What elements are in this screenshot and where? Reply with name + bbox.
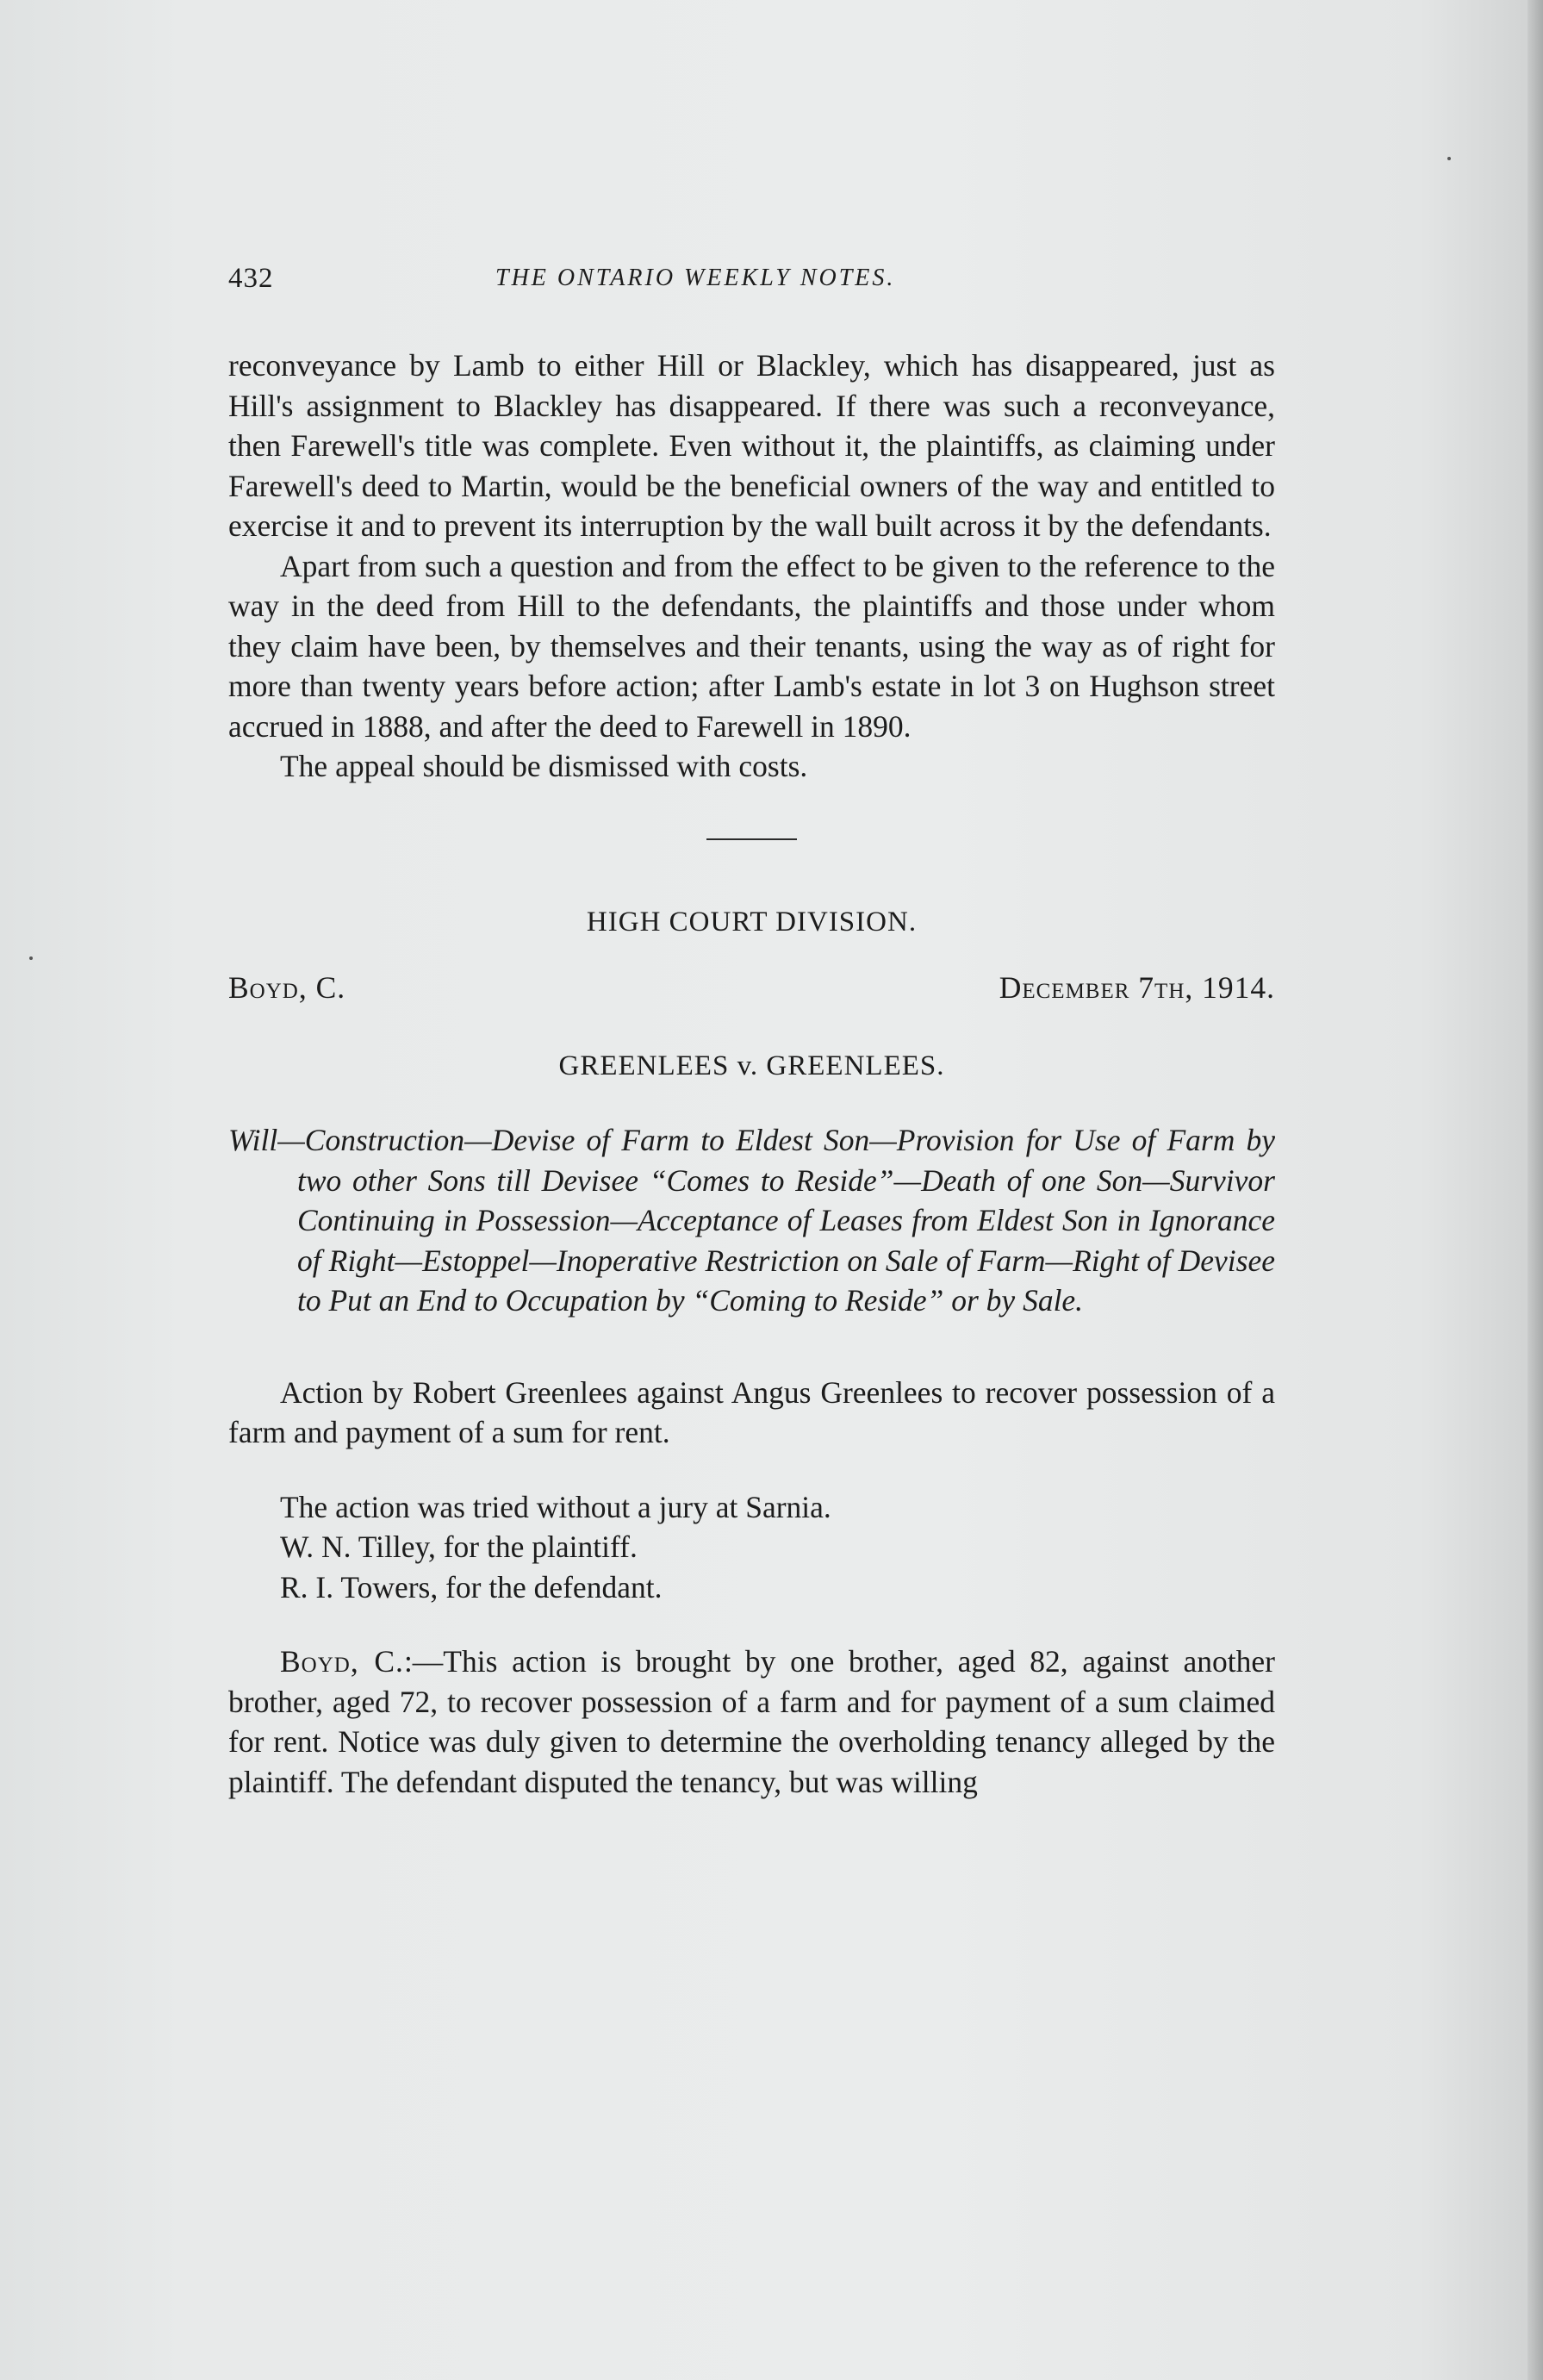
running-head	[228, 259, 1275, 298]
page-edge-shadow	[1527, 0, 1543, 2380]
action-summary: Action by Robert Greenlees against Angus Greenlees to recover possession of a farm and payment of a sum for rent.	[228, 1374, 1275, 1449]
judgment-paragraph	[228, 1642, 1275, 1802]
scan-speck	[1447, 157, 1451, 160]
page-number: 432	[228, 263, 274, 294]
journal-title: THE ONTARIO WEEKLY NOTES.	[495, 265, 896, 291]
division-heading: HIGH COURT DIVISION.	[586, 906, 918, 938]
judgment-text: :—This action is brought by one brother, aged 82, against another brother, aged 72, to recover possession of a farm and for payment of a sum claimed for rent. Notice was duly given to determine the overholding tenancy alleged by the plaintiff. The defendant disputed the tenancy, but was willing	[228, 1644, 1275, 1799]
section-divider	[706, 838, 797, 840]
body-paragraph: The appeal should be dismissed with costs.	[280, 749, 808, 783]
body-paragraph: Apart from such a question and from the effect to be given to the reference to the way in the deed from Hill to the defendants, the plaintiffs and those under whom they claim have been, by themselves and their tenants, using the way as of right for more than twenty years before action; after Lamb's estate in lot 3 on Hughson street accrued in 1888, and after the deed to Farewell in 1890.	[228, 548, 1275, 744]
headnote: Will—Construction—Devise of Farm to Eldest Son—Provision for Use of Farm by two other Sons till Devisee “Comes to Reside”—Death of one Son—Survivor Continuing in Possession—Acceptance of Leases from Eldest Son in Ignorance of Right—Estoppel—Inoperative Restriction on Sale of Farm—Right of Devisee to Put an End to Occupation by “Coming to Reside” or by Sale.	[228, 1123, 1275, 1318]
scan-speck	[29, 956, 33, 960]
decision-date: December 7th, 1914.	[999, 970, 1275, 1005]
case-title: GREENLEES v. GREENLEES.	[558, 1050, 945, 1081]
judgment-speaker: Boyd, C.	[280, 1644, 404, 1679]
judge-date-line	[228, 968, 1275, 1008]
trial-note: The action was tried without a jury at Sarnia.	[280, 1489, 831, 1524]
spacer	[228, 1453, 1275, 1487]
counsel-plaintiff: W. N. Tilley, for the plaintiff.	[280, 1530, 638, 1564]
body-paragraph: reconveyance by Lamb to either Hill or Blackley, which has disappeared, just as Hill's assignment to Blackley has disappeared. If there was such a reconveyance, then Farewell's title was complete. Even without it, the plaintiffs, as claiming under Farewell's deed to Martin, would be the beneficial owners of the way and entitled to exercise it and to prevent its interruption by the wall built across it by the defendants.	[228, 348, 1275, 543]
counsel-defendant: R. I. Towers, for the defendant.	[280, 1569, 663, 1604]
spacer	[228, 1607, 1275, 1642]
judge-name: Boyd, C.	[228, 970, 346, 1005]
text-block	[228, 259, 1275, 1802]
